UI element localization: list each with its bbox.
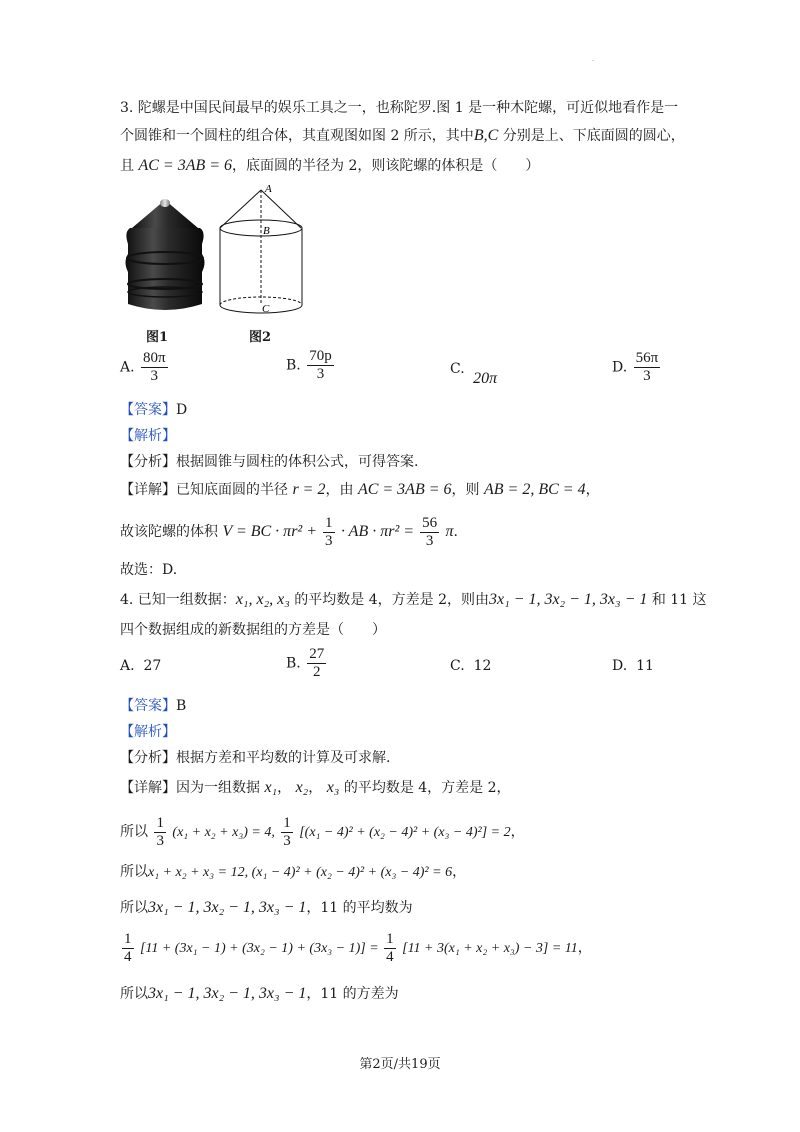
q3-line3: 且 AC = 3AB = 6，底面圆的半径为 2，则该陀螺的体积是（ ） [120,157,540,174]
q4-option-c: C. 12 [450,658,492,674]
fig2-caption: 图2 [249,330,272,345]
q3-option-c: C. 20π [450,361,498,387]
q4-step3: 所以3x₁ − 1, 3x₂ − 1, 3x₃ − 1，11 的平均数为 [120,899,413,916]
cone-cylinder-diagram [210,180,310,322]
q4-analysis-tag: 【解析】 [120,724,176,740]
q4-step1: 所以 $\frac{1}{3}$ (x₁ + x₂ + x₃) = 4, $\frac{1}{3}$ [(x₁ − 4)² + (x₂ − 4)² + (x₃ − 4)²] = 2， [120,814,525,849]
fig1-caption: 图1 [146,330,169,345]
q4-option-b: B. $\frac{27}{2}$ [286,646,325,680]
q3-option-b: B. $\frac{70p}{3}$ [286,348,332,382]
q3-xiangjie: 【详解】已知底面圆的半径 r = 2，由 AC = 3AB = 6，则 AB = 2, BC = 4， [120,481,600,498]
page-footer: 第2页/共19页 [359,1057,441,1072]
q4-line2: 四个数据组成的新数据组的方差是（ ） [120,622,386,638]
q4-option-d: D. 11 [612,658,654,674]
q4-answer: 【答案】B [120,698,187,714]
q4-step2: 所以x₁ + x₂ + x₃ = 12, (x₁ − 4)² + (x₂ − 4)² + (x₃ − 4)² = 6， [120,864,467,880]
spinning-top-photo [120,192,210,320]
q3-line1: 3. 陀螺是中国民间最早的娱乐工具之一，也称陀罗.图 1 是一种木陀螺，可近似地看作是一 [120,100,679,116]
q3-volume: 故该陀螺的体积 V = BC · πr² + $\frac{1}{3}$ · AB · πr² = $\frac{56}{3}$ π. [120,514,458,549]
q4-step4: $\frac{1}{4}$ [11 + (3x₁ − 1) + (3x₂ − 1) + (3x₃ − 1)] = $\frac{1}{4}$ [11 + 3(x₁ + x₂ + x₃) − 3] = 11， [124,930,592,965]
label-b: B [263,225,270,237]
label-a: A [265,183,272,195]
q4-option-a: A. 27 [120,658,162,674]
q4-xiangjie: 【详解】因为一组数据 x₁， x₂， x₃ 的平均数是 4，方差是 2， [120,779,511,796]
q3-option-d: D. $\frac{56\pi}{3}$ [612,350,659,384]
q3-analysis-tag: 【解析】 [120,428,176,444]
q4-step5: 所以3x₁ − 1, 3x₂ − 1, 3x₃ − 1，11 的方差为 [120,985,399,1002]
page-dot: · [592,58,594,65]
q3-line2: 个圆锥和一个圆柱的组合体，其直观图如图 2 所示，其中B,C 分别是上、下底面圆的圆心， [120,127,685,144]
q3-answer: 【答案】D [120,402,188,418]
q4-line1: 4. 已知一组数据：x₁, x₂, x₃ 的平均数是 4，方差是 2，则由3x₁ − 1, 3x₂ − 1, 3x₃ − 1 和 11 这 [120,591,707,608]
q3-option-a: A. $\frac{80\pi}{3}$ [120,350,166,384]
q3-fenxi: 【分析】根据圆锥与圆柱的体积公式，可得答案. [120,454,419,470]
label-c: C [262,303,270,315]
q3-conclusion: 故选：D. [120,562,178,578]
q4-fenxi: 【分析】根据方差和平均数的计算及可求解. [120,750,391,766]
